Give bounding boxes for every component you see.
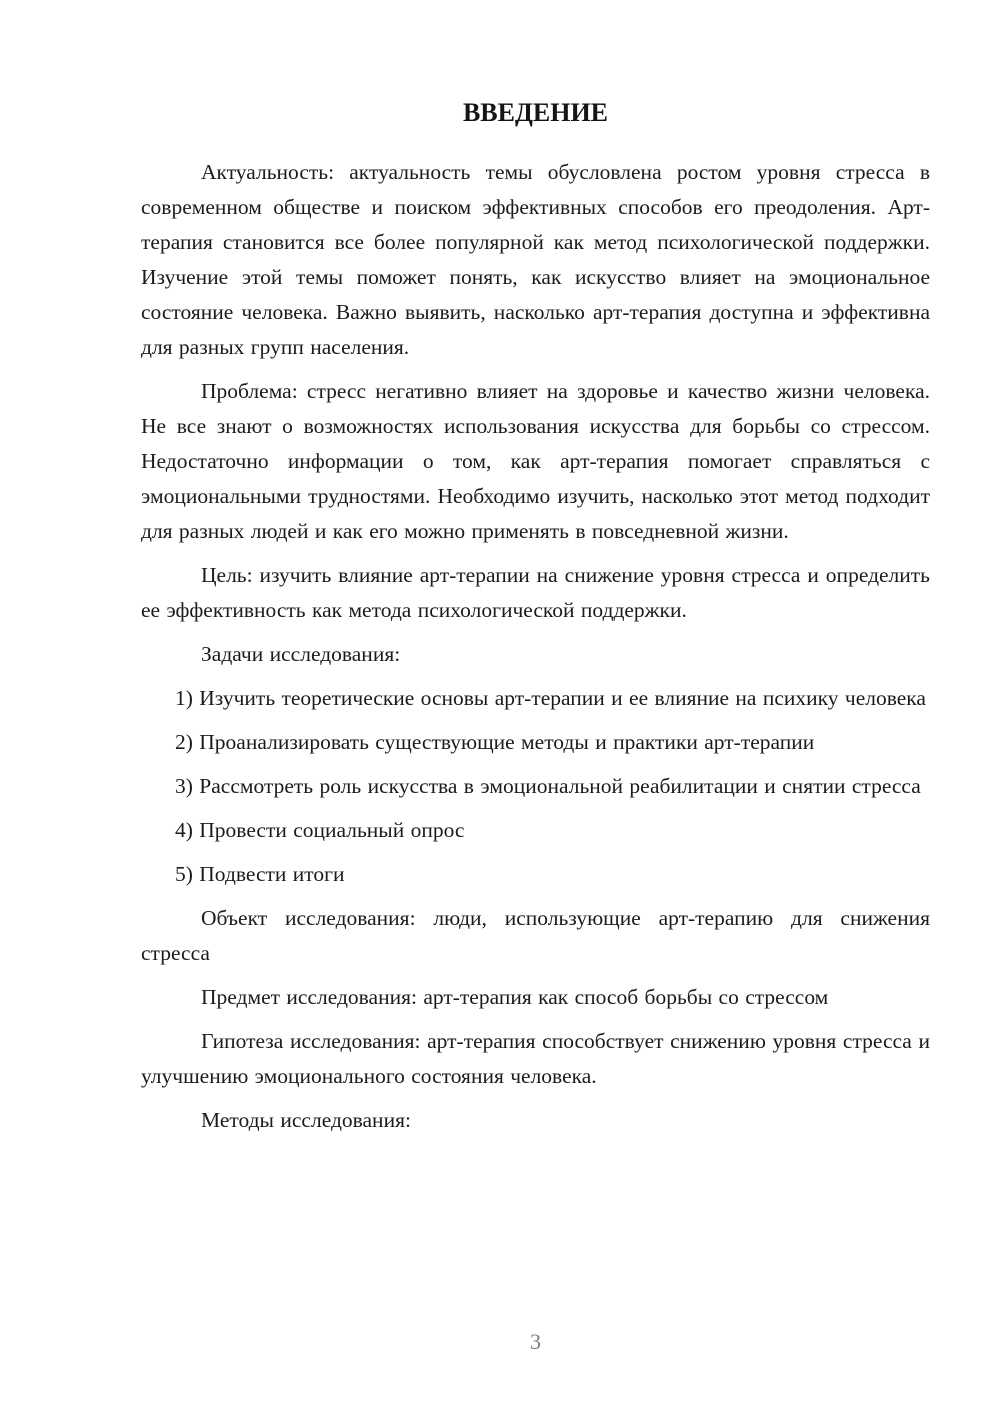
paragraph: Гипотеза исследования: арт-терапия способствует снижению уровня стресса и улучшению эмоционального состояния человека.	[141, 1029, 930, 1088]
paragraph: Методы исследования:	[201, 1108, 411, 1132]
paragraph: Объект исследования: люди, использующие арт-терапию для снижения стресса	[141, 906, 930, 965]
page-number: 3	[530, 1329, 541, 1354]
paragraph: Цель: изучить влияние арт-терапии на снижение уровня стресса и определить ее эффективность как метода психологической поддержки.	[141, 563, 930, 622]
task-list-item: 1) Изучить теоретические основы арт-терапии и ее влияние на психику человека	[175, 686, 926, 710]
task-list-item: 2) Проанализировать существующие методы и практики арт-терапии	[175, 730, 815, 754]
document-body	[141, 155, 930, 1138]
task-list-item: 4) Провести социальный опрос	[175, 818, 465, 842]
task-list-item: 3) Рассмотреть роль искусства в эмоциональной реабилитации и снятии стресса	[175, 774, 921, 798]
document-content	[141, 95, 930, 1147]
task-list-item: 5) Подвести итоги	[175, 862, 345, 886]
paragraph: Предмет исследования: арт-терапия как способ борьбы со стрессом	[201, 985, 829, 1009]
paragraph: Проблема: стресс негативно влияет на здоровье и качество жизни человека. Не все знают о возможностях использования искусства для борьбы со стрессом. Недостаточно информации о том, как арт-терапия помогает справляться с эмоциональными трудностями. Необходимо изучить, насколько этот метод подходит для разных людей и как его можно применять в повседневной жизни.	[141, 379, 930, 543]
paragraph: Задачи исследования:	[201, 642, 401, 666]
paragraph: Актуальность: актуальность темы обусловлена ростом уровня стресса в современном обществе и поиском эффективных способов его преодоления. Арт-терапия становится все более популярной как метод психологической поддержки. Изучение этой темы поможет понять, как искусство влияет на эмоциональное состояние человека. Важно выявить, насколько арт-терапия доступна и эффективна для разных групп населения.	[141, 160, 930, 359]
page-title: ВВЕДЕНИЕ	[462, 98, 609, 127]
